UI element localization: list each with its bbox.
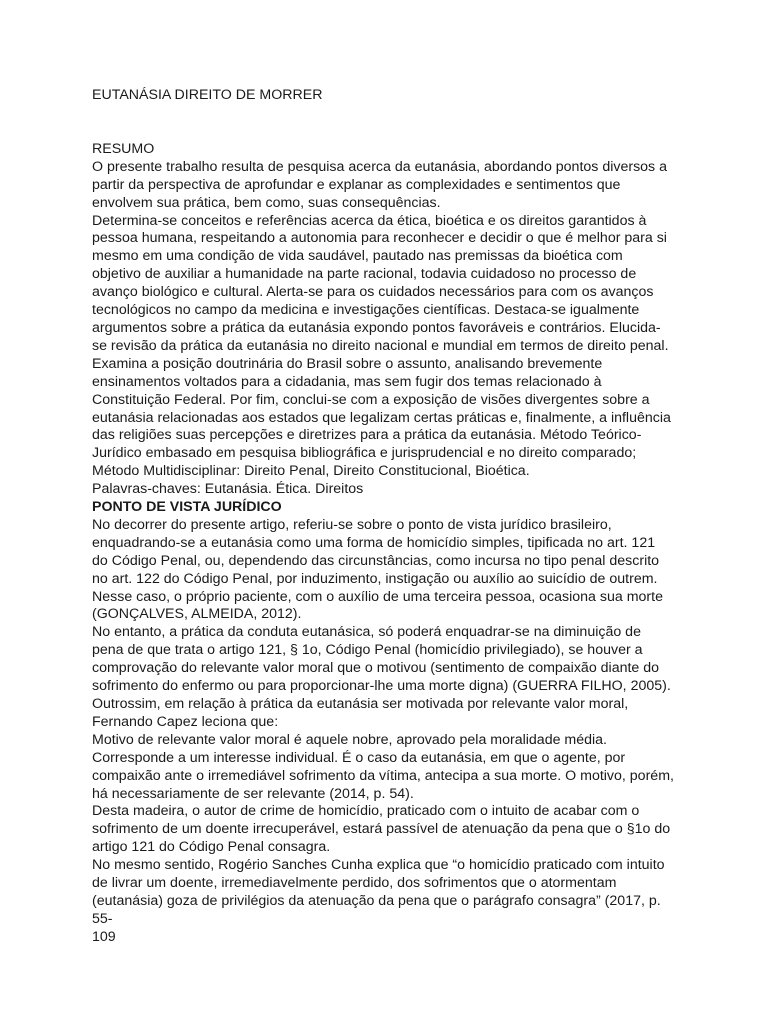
text-line: pessoa humana, respeitando a autonomia para reconhecer e decidir o que é melhor para si <box>92 230 667 247</box>
text-line: sofrimento do enfermo ou para proporcionar-lhe uma morte digna) (GUERRA FILHO, 2005). <box>92 678 671 695</box>
text-line: se revisão da prática da eutanásia no direito nacional e mundial em termos de direito penal. <box>92 337 669 354</box>
text-line: de livrar um doente, irremediavelmente perdido, dos sofrimentos que o atormentam <box>92 875 617 892</box>
resumo-label: RESUMO <box>92 140 155 157</box>
text-line: Nesse caso, o próprio paciente, com o auxílio de uma terceira pessoa, ocasiona sua morte <box>92 588 663 605</box>
text-line: envolvem sua prática, bem como, suas consequências. <box>92 194 441 211</box>
text-line: Fernando Capez leciona que: <box>92 713 279 730</box>
document-body <box>92 87 678 947</box>
text-line: das religiões suas percepções e diretrizes para a prática da eutanásia. Método Teórico- <box>92 427 642 444</box>
text-line: artigo 121 do Código Penal consagra. <box>92 839 331 856</box>
text-line: 55- <box>92 910 113 927</box>
text-line: argumentos sobre a prática da eutanásia expondo pontos favoráveis e contrários. Elucida- <box>92 319 661 336</box>
text-line: tecnológicos no campo da medicina e investigações científicas. Destaca-se igualmente <box>92 302 640 319</box>
quote-line: há necessariamente de ser relevante (2014, p. 54). <box>92 785 414 802</box>
text-line: sofrimento de um doente irrecuperável, estará passível de atenuação da pena que o §1o do <box>92 821 671 838</box>
text-line: Determina-se conceitos e referências acerca da ética, bioética e os direitos garantidos à <box>92 212 647 229</box>
text-line: eutanásia relacionadas aos estados que legalizam certas práticas e, finalmente, a influência <box>92 409 671 426</box>
quote-line: Motivo de relevante valor moral é aquele nobre, aprovado pela moralidade média. <box>92 731 607 748</box>
section-text <box>92 517 678 947</box>
text-line: objetivo de auxiliar a humanidade na parte racional, todavia cuidadoso no processo de <box>92 266 637 283</box>
text-line: (eutanásia) goza de privilégios da atenuação da pena que o parágrafo consagra” (2017, p. <box>92 892 661 909</box>
text-line: comprovação do relevante valor moral que o motivou (sentimento de compaixão diante do <box>92 660 660 677</box>
text-line: ensinamentos voltados para a cidadania, mas sem fugir dos temas relacionado à <box>92 373 602 390</box>
document-title: EUTANÁSIA DIREITO DE MORRER <box>92 87 323 103</box>
text-line: Examina a posição doutrinária do Brasil sobre o assunto, analisando brevemente <box>92 355 603 372</box>
text-line: No decorrer do presente artigo, referiu-se sobre o ponto de vista jurídico brasileiro, <box>92 516 612 533</box>
text-line: No mesmo sentido, Rogério Sanches Cunha explica que “o homicídio praticado com intuito <box>92 857 665 874</box>
text-line: Jurídico embasado em pesquisa bibliográfica e jurisprudencial e no direito comparado; <box>92 445 637 462</box>
text-line: no art. 122 do Código Penal, por induzimento, instigação ou auxílio ao suicídio de outrem. <box>92 570 658 587</box>
text-line: do Código Penal, ou, dependendo das circunstâncias, como incursa no tipo penal descrito <box>92 552 660 569</box>
text-line: pena de que trata o artigo 121, § 1o, Código Penal (homicídio privilegiado), se houver a <box>92 642 643 659</box>
text-line: Outrossim, em relação à prática da eutanásia ser motivada por relevante valor moral, <box>92 696 629 712</box>
text-line: O presente trabalho resulta de pesquisa acerca da eutanásia, abordando pontos diversos a <box>92 158 667 175</box>
text-line: partir da perspectiva de aprofundar e explanar as complexidades e sentimentos que <box>92 176 621 193</box>
text-line: Desta madeira, o autor de crime de homicídio, praticado com o intuito de acabar com o <box>92 803 640 820</box>
text-line: enquadrando-se a eutanásia como uma forma de homicídio simples, tipificada no art. 121 <box>92 534 656 551</box>
text-line: Método Multidisciplinar: Direito Penal, Direito Constitucional, Bioética. <box>92 463 530 480</box>
quote-line: compaixão ante o irremediável sofrimento da vítima, antecipa a sua morte. O motivo, porém, <box>92 767 674 784</box>
resumo-text <box>92 159 678 499</box>
keywords-line: Palavras-chaves: Eutanásia. Ética. Direitos <box>92 481 364 498</box>
section-heading: PONTO DE VISTA JURÍDICO <box>92 499 282 516</box>
text-line: mesmo em uma condição de vida saudável, pautado nas premissas da bioética com <box>92 248 623 265</box>
text-line: avanço biológico e cultural. Alerta-se para os cuidados necessários para com os avanços <box>92 284 654 301</box>
quote-line: Corresponde a um interesse individual. É o caso da eutanásia, em que o agente, por <box>92 749 626 766</box>
page-number: 109 <box>92 928 116 945</box>
text-line: (GONÇALVES, ALMEIDA, 2012). <box>92 606 302 623</box>
text-line: No entanto, a prática da conduta eutanásica, só poderá enquadrar-se na diminuição de <box>92 624 641 641</box>
text-line: Constituição Federal. Por fim, conclui-se com a exposição de visões divergentes sobre a <box>92 391 650 408</box>
